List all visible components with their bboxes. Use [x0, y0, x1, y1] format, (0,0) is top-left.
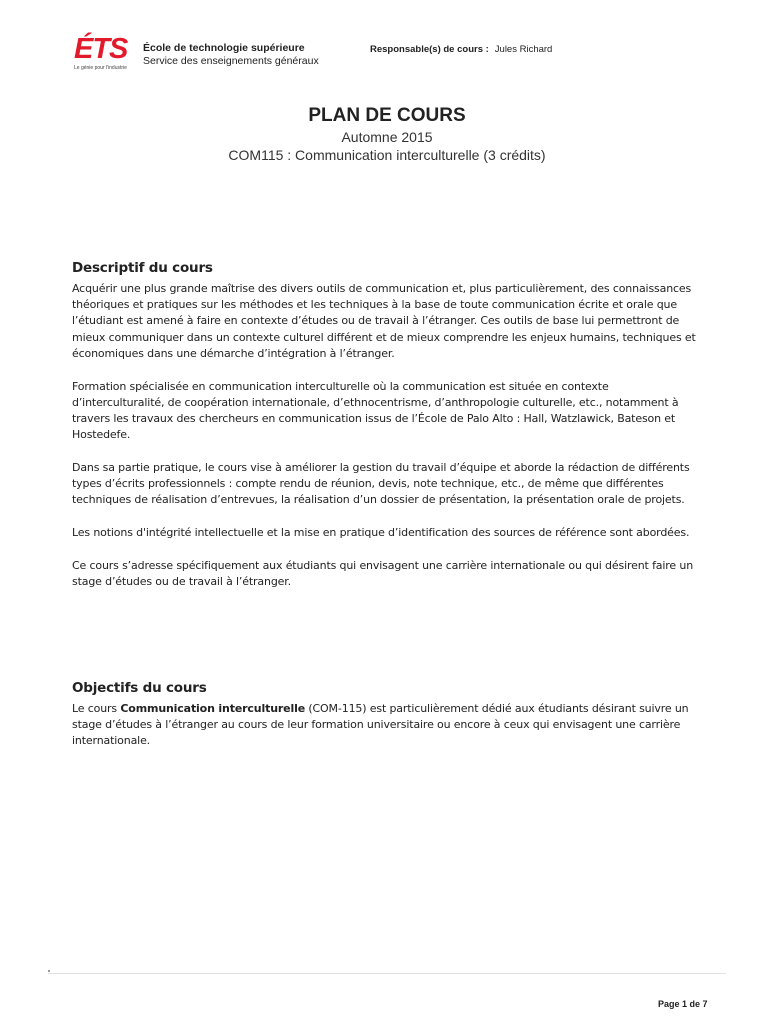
paragraph-suffix: (COM-115) est particulièrement dédié aux étudiants désirant suivre un stage d’études à l’étranger au cours de leur formation universitaire ou encore à ceux qui envisagent une carrière internationale. — [72, 702, 689, 748]
section-heading: Objectifs du cours — [72, 680, 207, 696]
paragraph-prefix: Le cours — [72, 702, 121, 715]
section-objectives — [72, 679, 702, 766]
course-responsible — [370, 44, 552, 55]
footer-mark — [48, 970, 50, 972]
logo-tagline: Le génie pour l'industrie — [74, 65, 127, 71]
section-description — [72, 259, 702, 607]
paragraph: Formation spécialisée en communication interculturelle où la communication est située en contexte d’interculturalité, de coopération internationale, d’ethnocentrisme, d’anthropologie culturelle, etc., notamment à travers les travaux des chercheurs en communication issus de l’École de Palo Alto : Hall, Watzlawick, Bateson et Hostedefe. — [72, 379, 679, 442]
paragraph: Acquérir une plus grande maîtrise des divers outils de communication et, plus particulièrement, des connaissances théoriques et pratiques sur les méthodes et les techniques à la base de toute communication écrite et orale que l’étudiant est amené à faire en contexte d’études ou de travail à l’étranger. Ces outils de base lui permettront de mieux communiquer dans un contexte culturel différent et de mieux comprendre les enjeux humains, techniques et économiques dans une démarche d’intégration à l’étranger. — [72, 282, 696, 360]
responsible-label: Responsable(s) de cours : — [370, 44, 489, 55]
page-number: Page 1 de 7 — [658, 999, 708, 1009]
school-name: École de technologie supérieure — [143, 42, 305, 54]
paragraph: Les notions d'intégrité intellectuelle et la mise en pratique d’identification des sources de référence sont abordées. — [72, 525, 690, 539]
ets-logo — [74, 34, 140, 76]
responsible-name: Jules Richard — [494, 44, 553, 55]
school-info — [143, 42, 319, 67]
course-name: COM115 : Communication interculturelle (3 crédits) — [228, 147, 546, 163]
title-block — [0, 104, 768, 164]
logo-mark: ÉTS — [74, 33, 128, 65]
paragraph: Ce cours s’adresse spécifiquement aux étudiants qui envisagent une carrière internationale ou qui désirent faire un stage d’études ou de travail à l’étranger. — [72, 558, 694, 588]
term: Automne 2015 — [341, 129, 433, 145]
paragraph — [72, 701, 702, 750]
footer-divider — [48, 973, 726, 974]
paragraph: Dans sa partie pratique, le cours vise à améliorer la gestion du travail d’équipe et aborde la rédaction de différents types d’écrits professionnels : compte rendu de réunion, devis, note technique, etc., de même que différentes techniques de réalisation d’entrevues, la réalisation d’un dossier de présentation, la présentation orale de projets. — [72, 460, 690, 507]
page-title: PLAN DE COURS — [308, 105, 466, 126]
course-name-bold: Communication interculturelle — [120, 702, 306, 715]
section-heading: Descriptif du cours — [72, 260, 213, 276]
school-service: Service des enseignements généraux — [143, 54, 319, 67]
